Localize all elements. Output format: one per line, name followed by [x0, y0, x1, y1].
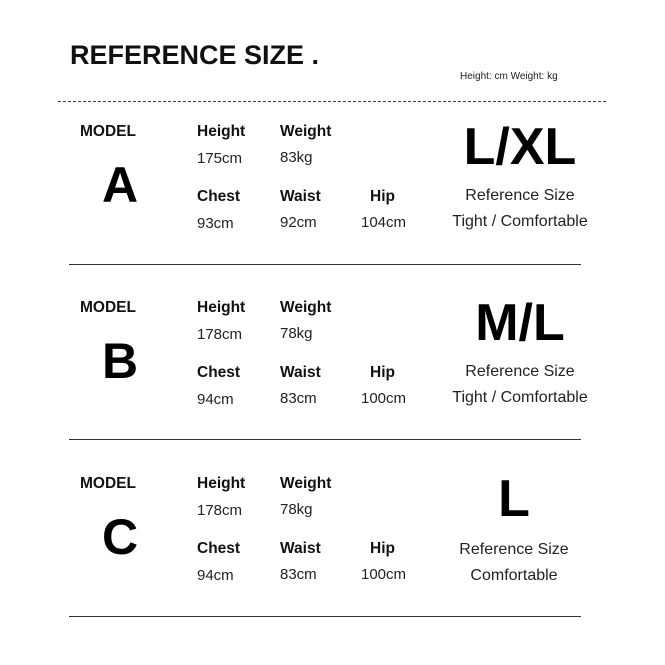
hip-value: 104cm	[361, 214, 407, 231]
waist-label: Waist	[280, 188, 321, 205]
model-label: MODEL	[80, 299, 136, 316]
chest-value: 94cm	[197, 391, 234, 408]
waist-label: Waist	[280, 364, 321, 381]
model-section-a	[0, 120, 665, 296]
model-section-c	[0, 472, 665, 648]
waist-value: 83cm	[280, 390, 317, 407]
fit-label: Tight / Comfortable	[452, 389, 588, 406]
height-value: 178cm	[197, 326, 243, 343]
height-value: 178cm	[197, 502, 243, 519]
page-title: REFERENCE SIZE .	[70, 40, 320, 70]
reference-size-label: Reference Size	[459, 541, 569, 558]
hip-label: Hip	[370, 540, 395, 557]
units-note: Height: cm Weight: kg	[460, 71, 558, 82]
model-letter: A	[101, 157, 139, 213]
dashed-divider	[58, 101, 606, 102]
model-letter: B	[101, 333, 139, 389]
hip-value: 100cm	[361, 390, 407, 407]
height-value: 175cm	[197, 150, 243, 167]
section-divider	[69, 616, 581, 617]
fit-label: Comfortable	[470, 567, 558, 584]
height-label: Height	[197, 123, 246, 140]
reference-size-label: Reference Size	[465, 363, 575, 380]
hip-label: Hip	[370, 188, 395, 205]
hip-label: Hip	[370, 364, 395, 381]
section-divider	[69, 439, 581, 440]
waist-value: 83cm	[280, 566, 317, 583]
weight-label: Weight	[280, 299, 332, 316]
weight-value: 78kg	[280, 325, 313, 342]
reference-size-label: Reference Size	[465, 187, 575, 204]
model-label: MODEL	[80, 123, 136, 140]
chest-label: Chest	[197, 540, 241, 557]
size-value: M/L	[475, 294, 565, 352]
weight-value: 83kg	[280, 149, 313, 166]
model-label: MODEL	[80, 475, 136, 492]
height-label: Height	[197, 475, 246, 492]
weight-label: Weight	[280, 475, 332, 492]
waist-value: 92cm	[280, 214, 317, 231]
chest-value: 93cm	[197, 215, 234, 232]
height-label: Height	[197, 299, 246, 316]
waist-label: Waist	[280, 540, 321, 557]
chest-label: Chest	[197, 188, 241, 205]
chest-label: Chest	[197, 364, 241, 381]
weight-label: Weight	[280, 123, 332, 140]
model-letter: C	[101, 509, 139, 565]
model-section-b	[0, 296, 665, 472]
size-value: L/XL	[463, 118, 577, 176]
section-divider	[69, 264, 581, 265]
hip-value: 100cm	[361, 566, 407, 583]
chest-value: 94cm	[197, 567, 234, 584]
fit-label: Tight / Comfortable	[452, 213, 588, 230]
weight-value: 78kg	[280, 501, 313, 518]
size-value: L	[498, 470, 530, 528]
